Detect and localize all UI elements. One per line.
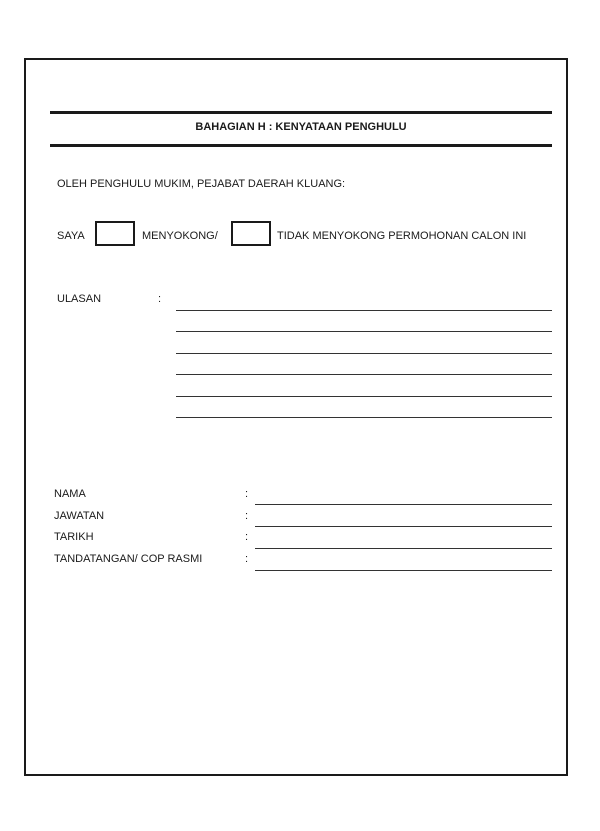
signature-colon: : [245, 553, 249, 565]
intro-text: OLEH PENGHULU MUKIM, PEJABAT DAERAH KLUANG: [57, 178, 346, 190]
name-label: NAMA [54, 488, 86, 500]
name-colon: : [245, 488, 249, 500]
support-option-label: MENYOKONG/ [142, 230, 218, 242]
section-title: BAHAGIAN H : KENYATAAN PENGHULU [195, 121, 407, 133]
position-colon: : [245, 510, 249, 522]
signature-label: TANDATANGAN/ COP RASMI [54, 553, 203, 565]
header-bottom-rule [50, 144, 552, 147]
remarks-line-2[interactable] [176, 331, 552, 332]
remarks-colon: : [158, 293, 162, 305]
remarks-line-1[interactable] [176, 310, 552, 311]
name-field[interactable] [255, 504, 552, 505]
position-label: JAWATAN [54, 510, 105, 522]
remarks-label: ULASAN [57, 293, 102, 305]
saya-label: SAYA [57, 230, 85, 242]
date-field[interactable] [255, 548, 552, 549]
header-top-rule [50, 111, 552, 114]
date-label: TARIKH [54, 531, 94, 543]
not-support-option-label: TIDAK MENYOKONG PERMOHONAN CALON INI [277, 230, 527, 242]
remarks-line-6[interactable] [176, 417, 552, 418]
remarks-line-4[interactable] [176, 374, 552, 375]
remarks-line-5[interactable] [176, 396, 552, 397]
not-support-checkbox[interactable] [231, 221, 271, 246]
date-colon: : [245, 531, 249, 543]
remarks-line-3[interactable] [176, 353, 552, 354]
position-field[interactable] [255, 526, 552, 527]
support-checkbox[interactable] [95, 221, 135, 246]
signature-field[interactable] [255, 570, 552, 571]
